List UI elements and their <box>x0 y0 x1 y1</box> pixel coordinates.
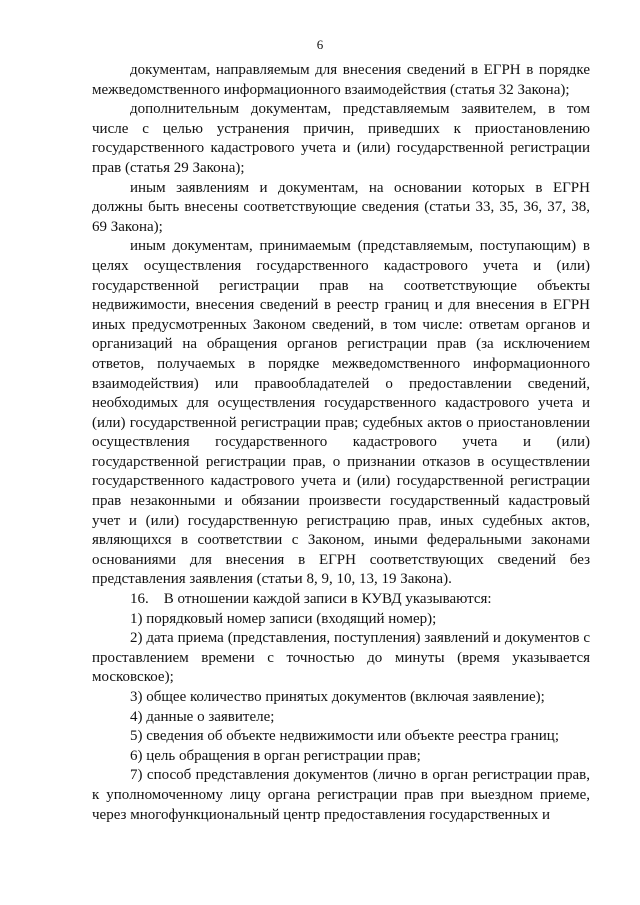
paragraph: иным документам, принимаемым (представляемым, поступающим) в целях осуществления государственного кадастрового учета и (или) государственной регистрации прав на соответствующие объекты недвижимости, внесения сведений в реестр границ и для внесения в ЕГРН иных предусмотренных Законом сведений, в том числе: ответам органов и организаций на обращения органов регистрации прав (за исключением ответов, получаемых в порядке межведомственного информационного взаимодействия) или правообладателей о предоставлении сведений, необходимых для осуществления государственного кадастрового учета и (или) государственной регистрации прав; судебных актов о приостановлении осуществления государственного кадастрового учета и (или) государственной регистрации прав, о признании отказов в осуществлении государственного кадастрового учета и (или) государственной регистрации прав незаконными и обязании произвести государственный кадастровый учет и (или) государственную регистрацию прав, иных судебных актов, являющихся в соответствии с Законом, иными федеральными законами основаниями для внесения в ЕГРН соответствующих сведений без представления заявления (статьи 8, 9, 10, 13, 19 Закона). <box>92 238 590 588</box>
paragraph: дополнительным документам, представляемым заявителем, в том числе с целью устранения причин, приведших к приостановлению государственного кадастрового учета и (или) государственной регистрации прав (статья 29 Закона); <box>92 101 590 176</box>
list-item: 7) способ представления документов (лично в орган регистрации прав, к уполномоченному лицу органа регистрации прав при выездном приеме, через многофункциональный центр предоставления государственных и <box>92 767 590 823</box>
paragraph: документам, направляемым для внесения сведений в ЕГРН в порядке межведомственного информационного взаимодействия (статья 32 Закона); <box>92 62 590 98</box>
page-number: 6 <box>316 37 324 52</box>
list-item: 2) дата приема (представления, поступления) заявлений и документов с проставлением времени с точностью до минуты (время указывается московское); <box>92 630 590 686</box>
list-item: 3) общее количество принятых документов (включая заявление); <box>130 689 545 705</box>
list-item: 6) цель обращения в орган регистрации прав; <box>130 747 421 764</box>
list-item: 1) порядковый номер записи (входящий номер); <box>130 610 437 627</box>
list-item: 5) сведения об объекте недвижимости или объекте реестра границ; <box>130 728 560 745</box>
paragraph: иным заявлениям и документам, на основании которых в ЕГРН должны быть внесены соответствующие сведения (статьи 33, 35, 36, 37, 38, 69 Закона); <box>92 179 590 235</box>
section-heading-16: 16. В отношении каждой записи в КУВД указываются: <box>130 591 492 608</box>
document-body <box>92 61 590 825</box>
list-item: 4) данные о заявителе; <box>130 708 275 725</box>
